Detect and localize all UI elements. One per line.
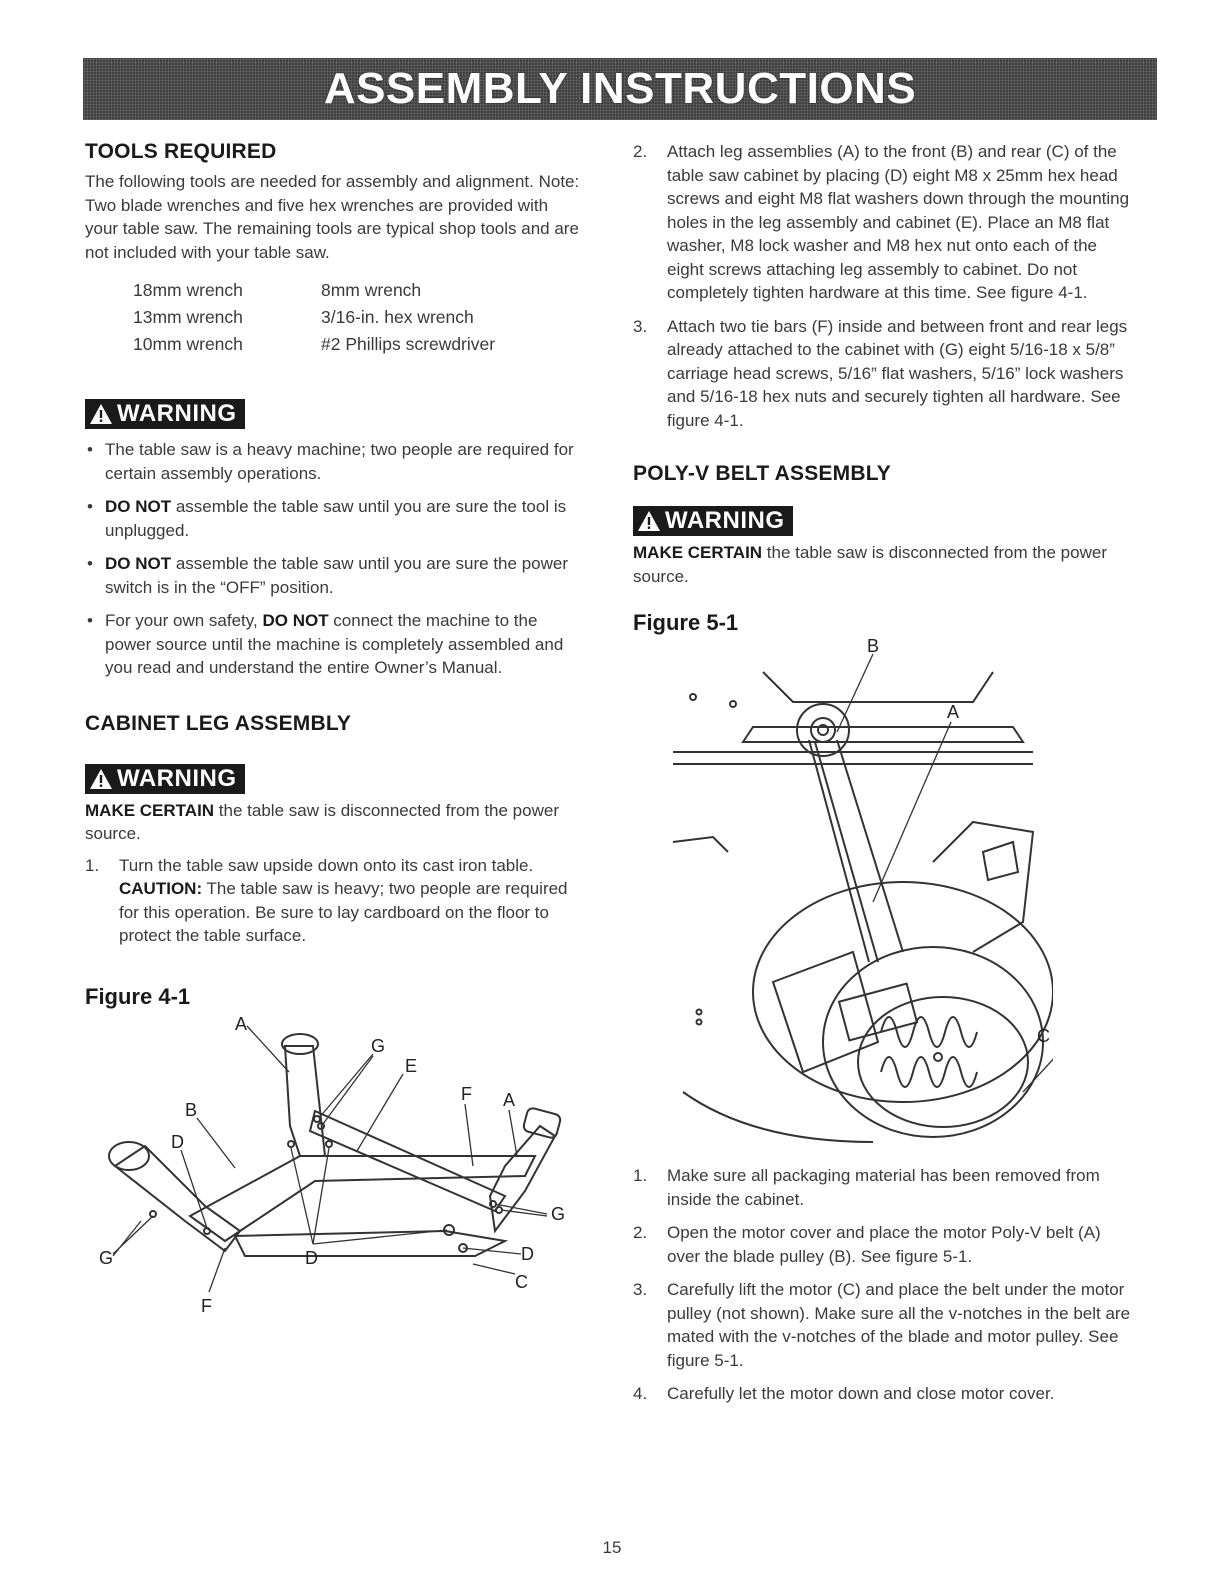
warning-label: WARNING — [117, 764, 237, 792]
label-G: G — [371, 1035, 386, 1056]
tool-item: 10mm wrench — [133, 334, 243, 354]
warning-badge — [85, 764, 245, 794]
warning-badge — [633, 506, 793, 536]
tool-item: 13mm wrench — [133, 307, 243, 327]
tool-item: 3/16-in. hex wrench — [321, 307, 474, 327]
warning-block-1 — [85, 399, 585, 680]
warning-bullets — [85, 438, 585, 680]
right-column — [633, 140, 1133, 1416]
label-E: E — [405, 1055, 418, 1076]
list-item: 4. Carefully let the motor down and close motor cover. — [633, 1384, 1055, 1403]
label-C: C — [1037, 1026, 1050, 1046]
label-D: D — [305, 1247, 318, 1268]
header-banner — [83, 58, 1157, 120]
label-F: F — [201, 1295, 212, 1316]
leg-post — [285, 1046, 325, 1156]
figure-5-1-title: Figure 5-1 — [633, 610, 739, 635]
list-item: • For your own safety, DO NOT connect the machine to the power source until the machine is completely assembled and you read and understand the entire Owner’s Manual. — [87, 611, 564, 677]
cabinet-leg-heading: CABINET LEG ASSEMBLY — [85, 711, 352, 735]
list-item: 3. Carefully lift the motor (C) and place the belt under the motor pulley (not shown). Make sure all the v-notches in the belt are mated with the v-notches of the blade and motor pulley. See figure 5-1. — [633, 1280, 1131, 1370]
cabinet-steps — [85, 854, 585, 948]
list-item: • The table saw is a heavy machine; two people are required for certain assembly operations. — [87, 440, 574, 483]
list-item: • DO NOT assemble the table saw until you are sure the tool is unplugged. — [87, 497, 567, 540]
label-A: A — [947, 702, 960, 722]
warning-label: WARNING — [117, 400, 237, 427]
warning-label: WARNING — [665, 507, 785, 534]
tools-required-heading: TOOLS REQUIRED — [85, 140, 277, 163]
warning-badge — [85, 399, 245, 429]
list-item: • DO NOT assemble the table saw until you are sure the power switch is in the “OFF” position. — [87, 554, 568, 597]
label-A: A — [503, 1089, 516, 1110]
tool-item: 18mm wrench — [133, 280, 243, 300]
tool-item: #2 Phillips screwdriver — [321, 334, 496, 354]
tools-list — [133, 280, 585, 355]
cabinet-steps-continued — [633, 140, 1133, 432]
page-number: 15 — [602, 1538, 622, 1557]
page-title: ASSEMBLY INSTRUCTIONS — [323, 64, 917, 113]
label-G: G — [99, 1247, 114, 1268]
alert-triangle-icon — [637, 510, 661, 532]
list-item: 2. Attach leg assemblies (A) to the front (B) and rear (C) of the table saw cabinet by placing (D) eight M8 x 25mm hex head screws and eight M8 flat washers down through the mounting holes in the leg assembly and cabinet (E). Place an M8 flat washer, M8 lock washer and M8 hex nut onto each of the eight screws attaching leg assembly to cabinet. Do not completely tighten hardware at this time. See figure 4-1. — [633, 142, 1130, 302]
figure-4-1-title: Figure 4-1 — [85, 983, 191, 1009]
warning-block-3 — [633, 506, 1133, 588]
label-D: D — [171, 1131, 184, 1152]
list-item: 2. Open the motor cover and place the motor Poly-V belt (A) over the blade pulley (B). See figure 5-1. — [633, 1223, 1101, 1266]
warning-text: MAKE CERTAIN the table saw is disconnected from the power source. — [85, 800, 559, 843]
label-D: D — [521, 1243, 534, 1264]
warning-text: MAKE CERTAIN the table saw is disconnected from the power source. — [633, 543, 1107, 586]
tools-required-intro: The following tools are needed for assembly and alignment. Note: Two blade wrenches and five hex wrenches are provided with your table saw. The remaining tools are typical shop tools and are not included with your table saw. — [85, 172, 580, 262]
tool-item: 8mm wrench — [321, 280, 422, 300]
warning-block-2 — [85, 764, 585, 948]
list-item: 3. Attach two tie bars (F) inside and between front and rear legs already attached to the cabinet with (G) eight 5/16-18 x 5/8” carriage head screws, 5/16” flat washers, 5/16” lock washers and 5/16-18 hex nuts and securely tighten all hardware. See figure 4-1. — [633, 316, 1128, 430]
left-column — [85, 140, 585, 1316]
figure-5-1-drawing — [633, 622, 1053, 1162]
list-item: 1. Turn the table saw upside down onto its cast iron table. CAUTION: The table saw is heavy; two people are required for this operation. Be sure to lay cardboard on the floor to protect the table surface. — [85, 855, 568, 945]
poly-v-heading: POLY-V BELT ASSEMBLY — [633, 462, 891, 485]
alert-triangle-icon — [89, 768, 113, 790]
label-A: A — [235, 1015, 248, 1034]
label-B: B — [185, 1099, 198, 1120]
list-item: 1. Make sure all packaging material has been removed from inside the cabinet. — [633, 1166, 1100, 1209]
label-C: C — [515, 1271, 528, 1292]
alert-triangle-icon — [89, 403, 113, 425]
label-G: G — [551, 1203, 566, 1224]
poly-v-steps — [633, 1164, 1133, 1406]
label-B: B — [867, 636, 880, 656]
figure-4-1-drawing — [85, 1016, 585, 1316]
label-F: F — [461, 1083, 472, 1104]
